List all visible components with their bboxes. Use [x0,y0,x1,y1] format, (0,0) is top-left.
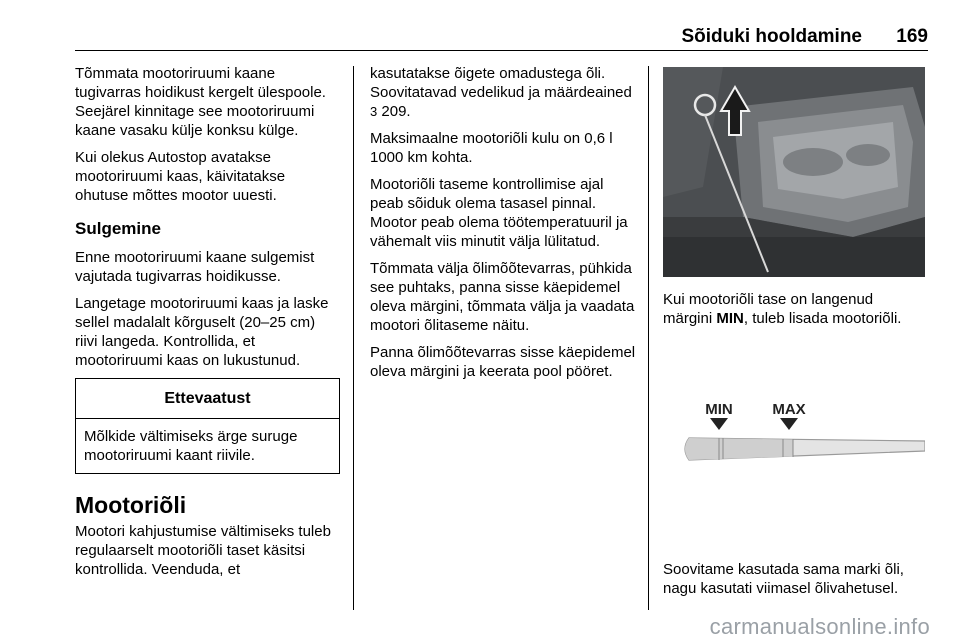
min-level-text-2: , tuleb lisada mootoriõli. [743,310,902,327]
page-number: 169 [896,26,928,47]
watermark: carmanualsonline.info [709,614,930,639]
column-divider-2 [648,66,649,610]
dipstick-image [663,338,925,550]
paragraph-min-level [663,290,925,328]
caution-text: Mõlkide vältimiseks ärge suruge mootoriruumi kaant riivile. [84,428,298,464]
caution-box [75,378,340,474]
oil-quality-text: kasutatakse õigete omadustega õli. Soovitatavad vedelikud ja määrdeained [370,65,632,101]
paragraph-oil-consumption: Maksimaalne mootoriõli kulu on 0,6 l 1000 km kohta. [370,130,613,166]
engine-bay-illustration [663,67,925,277]
paragraph-insert-dipstick: Panna õlimõõtevarras sisse käepidemel oleva märgini ja keerata pool pööret. [370,344,636,380]
dipstick-oil-zone [685,438,793,460]
page-reference-icon: 3 [370,104,378,119]
page-header [0,0,960,52]
paragraph-oil-brand: Soovitame kasutada sama marki õli, nagu kasutati viimasel õlivahetusel. [663,561,904,597]
dipstick-max-label: MAX [772,401,806,418]
column-2 [370,64,640,389]
subheading-closing: Sulgemine [75,219,161,238]
min-level-text-1: Kui mootoriõli tase on langenud märgini [663,291,874,327]
paragraph-check-conditions: Mootoriõli taseme kontrollimise ajal peab sõiduk olema tasasel pinnal. Mootor peab olema töötemperatuuril ja vähemalt viis minutit välja lülitatud. [370,176,628,250]
header-rule [75,50,928,51]
paragraph-closing-hood: Langetage mootoriruumi kaas ja laske sellel madalalt kõrguselt (20–25 cm) riivi langeda. Kontrollida, et mootoriruumi kaas on lukustunud. [75,295,329,369]
paragraph-support-rod: Tõmmata mootoriruumi kaane tugivarras hoidikust kergelt ülespoole. Seejärel kinnitage see mootoriruumi kaane vasaku külje konksu külge. [75,65,326,139]
paragraph-pull-dipstick: Tõmmata välja õlimõõtevarras, pühkida see puhtaks, panna sisse käepidemel oleva märgini, tõmmata välja ja vaadata mootori õlitaseme näitu. [370,260,635,334]
caution-title: Ettevaatust [76,379,339,419]
dipstick-illustration [663,338,925,550]
dipstick-min-label: MIN [705,401,733,418]
column-3-caption [663,290,925,336]
column-1 [75,64,340,587]
min-level-bold: MIN [716,310,744,327]
paragraph-oil-quality [370,64,640,121]
section-heading-engine-oil: Mootoriõli [75,492,187,518]
column-3-bottom [663,560,925,598]
chapter-title: Sõiduki hooldamine [681,26,862,47]
paragraph-engine-oil-intro: Mootori kahjustumise vältimiseks tuleb regulaarselt mootoriõli taset käsitsi kontrollida. Veenduda, et [75,523,331,578]
page-reference-link[interactable]: 209. [381,103,411,120]
column-divider-1 [353,66,354,610]
paragraph-closing-rod: Enne mootoriruumi kaane sulgemist vajutada tugivarras hoidikusse. [75,249,315,285]
paragraph-autostop: Kui olekus Autostop avatakse mootoriruumi kaas, käivitatakse ohutuse mõttes mootor uuesti. [75,149,286,204]
engine-bay-image [663,67,925,277]
